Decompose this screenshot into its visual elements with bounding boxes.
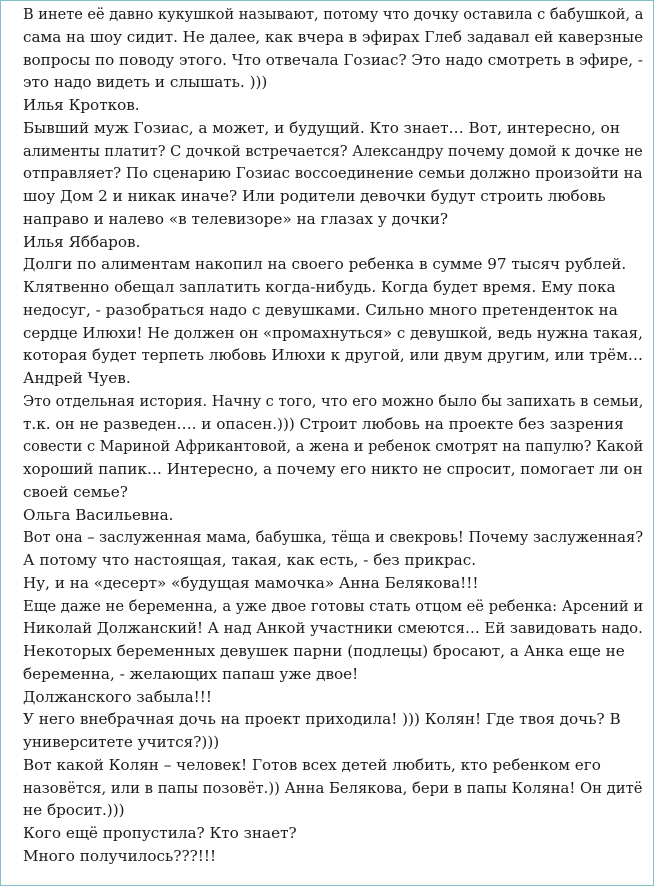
- text-line: сердце Илюхи! Не должен он «промахнуться» с девушкой, ведь нужна такая,: [23, 323, 643, 342]
- text-line: отправляет? По сценарию Гозиас воссоединение семьи должно произойти на: [23, 164, 643, 183]
- text-line: алименты платит? С дочкой встречается? Александру почему домой к дочке не: [23, 141, 643, 160]
- text-line: своей семье?: [23, 482, 128, 501]
- text-line: вопросы по поводу этого. Что отвечала Гозиас? Это надо смотреть в эфире, -: [23, 50, 643, 69]
- text-line: Вот она – заслуженная мама, бабушка, тёща и свекровь! Почему заслуженная?: [23, 528, 644, 547]
- text-line: Ольга Васильевна.: [23, 505, 174, 524]
- text-line: совести с Мариной Африкантовой, а жена и ребенок смотрят на папулю? Какой: [23, 437, 644, 456]
- text-line: сама на шоу сидит. Не далее, как вчера в эфирах Глеб задавал ей каверзные: [23, 27, 644, 46]
- text-line: Еще даже не беременна, а уже двое готовы стать отцом её ребенка: Арсений и: [23, 596, 644, 615]
- text-line: Илья Яббаров.: [23, 232, 141, 251]
- text-line: Клятвенно обещал заплатить когда-нибудь. Когда будет время. Ему пока: [23, 278, 616, 296]
- text-line: это надо видеть и слышать. ))): [23, 73, 268, 92]
- text-line: У него внебрачная дочь на проект приходила! ))) Колян! Где твоя дочь? В: [23, 710, 621, 729]
- text-line: беременна, - желающих папаш уже двое!: [23, 664, 359, 683]
- text-line: не бросит.))): [23, 801, 125, 820]
- article-text: [23, 3, 644, 868]
- text-line: Бывший муж Гозиас, а может, и будущий. Кто знает… Вот, интересно, он: [23, 118, 620, 137]
- text-line: хороший папик… Интересно, а почему его никто не спросит, помогает ли он: [23, 460, 643, 478]
- text-line: Андрей Чуев.: [23, 369, 131, 387]
- text-line: которая будет терпеть любовь Илюхи к другой, или двум другим, или трём…: [23, 346, 643, 365]
- text-line: Илья Кротков.: [23, 96, 140, 114]
- text-line: т.к. он не разведен…. и опасен.))) Строит любовь на проекте без зазрения: [23, 414, 624, 433]
- text-line: назовётся, или в папы позовёт.)) Анна Белякова, бери в папы Коляна! Он дитё: [23, 778, 643, 797]
- text-line: Должанского забыла!!!: [23, 687, 212, 706]
- text-line: направо и налево «в телевизоре» на глазах у дочки?: [23, 209, 448, 228]
- text-line: Кого ещё пропустила? Кто знает?: [23, 824, 297, 842]
- text-line: шоу Дом 2 и никак иначе? Или родители девочки будут строить любовь: [23, 187, 606, 205]
- text-line: Вот какой Колян – человек! Готов всех детей любить, кто ребенком его: [23, 755, 601, 774]
- text-line: Много получилось???!!!: [23, 846, 217, 865]
- text-line: Это отдельная история. Начну с того, что его можно было бы запихать в семьи,: [23, 391, 644, 410]
- text-line: университете учится?))): [23, 733, 220, 751]
- text-line: Николай Должанский! А над Анкой участники смеются… Ей завидовать надо.: [23, 619, 643, 638]
- text-line: Ну, и на «десерт» «будущая мамочка» Анна Белякова!!!: [23, 573, 479, 592]
- text-line: В инете её давно кукушкой называют, потому что дочку оставила с бабушкой, а: [23, 5, 644, 23]
- text-line: недосуг, - разобраться надо с девушками. Сильно много претенденток на: [23, 300, 618, 319]
- text-line: А потому что настоящая, такая, как есть, - без прикрас.: [23, 551, 477, 569]
- text-line: Некоторых беременных девушек парни (подлецы) бросают, а Анка еще не: [23, 642, 625, 660]
- text-line: Долги по алиментам накопил на своего ребенка в сумме 97 тысяч рублей.: [23, 255, 627, 274]
